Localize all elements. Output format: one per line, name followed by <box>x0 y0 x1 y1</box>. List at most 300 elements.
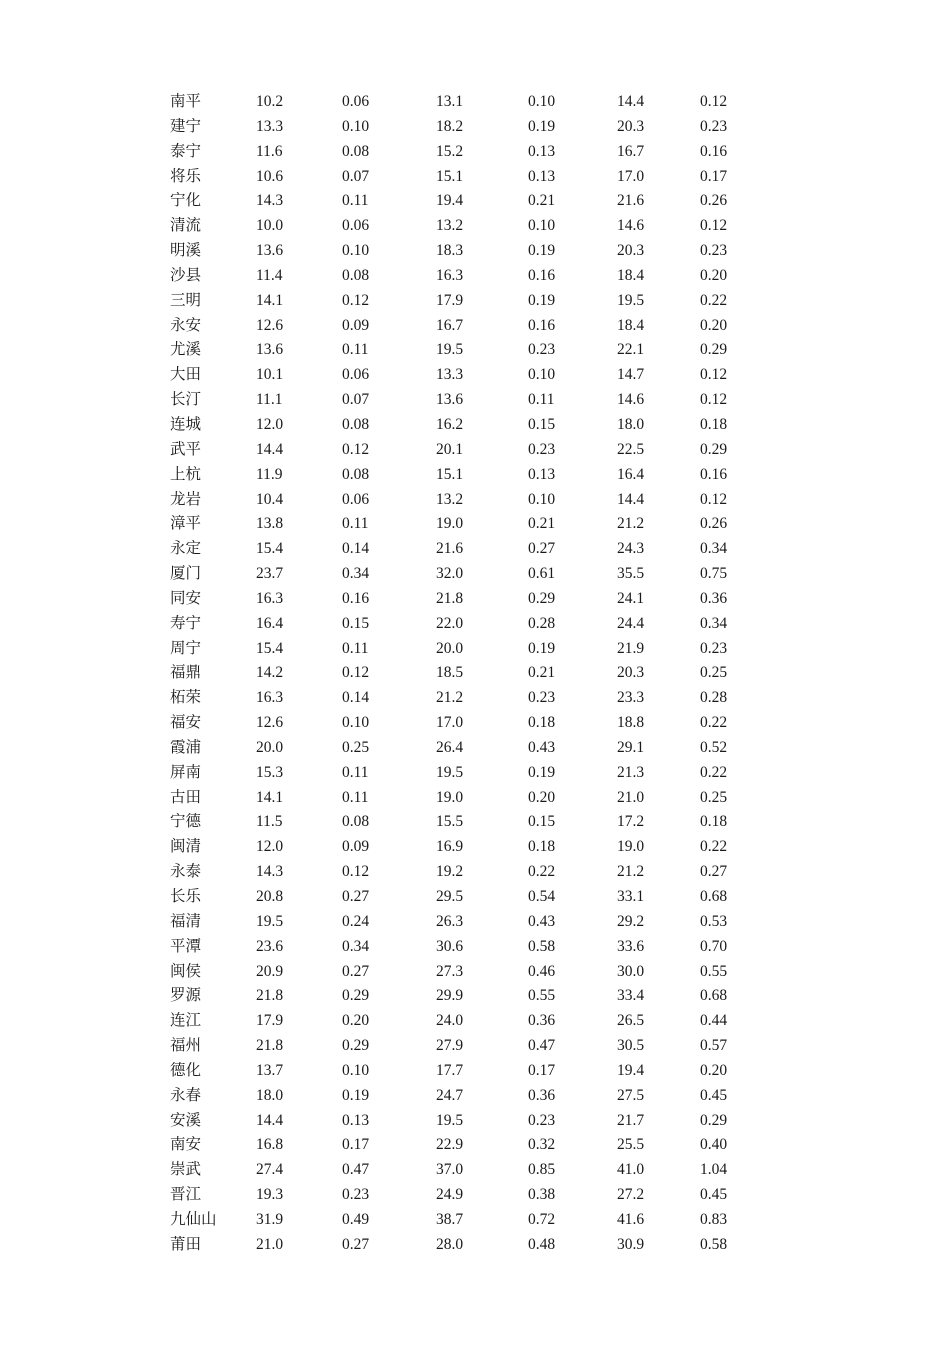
col-3-value: 26.3 <box>436 912 464 930</box>
col-6-value: 0.18 <box>700 813 728 831</box>
col-3-value: 17.0 <box>436 714 464 732</box>
col-3-value: 22.9 <box>436 1136 464 1154</box>
col-2-value: 0.11 <box>342 515 369 533</box>
col-6-value: 0.20 <box>700 1061 728 1079</box>
station-name: 周宁 <box>170 639 202 657</box>
col-2-value: 0.10 <box>342 242 370 260</box>
col-2-value: 0.06 <box>342 490 370 508</box>
col-2-value: 0.11 <box>342 763 369 781</box>
col-4-value: 0.85 <box>528 1161 556 1179</box>
col-5-value: 14.4 <box>617 490 645 508</box>
col-4-value: 0.32 <box>528 1136 556 1154</box>
col-2-value: 0.12 <box>342 863 370 881</box>
col-5-value: 21.9 <box>617 639 645 657</box>
col-2-value: 0.27 <box>342 888 370 905</box>
station-name: 罗源 <box>170 987 202 1005</box>
col-3-value: 13.2 <box>436 490 464 508</box>
col-1-value: 12.0 <box>256 838 284 856</box>
col-6-value: 0.17 <box>700 167 728 185</box>
col-1-value: 11.5 <box>256 813 283 831</box>
col-2-value: 0.25 <box>342 738 370 756</box>
col-4-value: 0.55 <box>528 987 556 1005</box>
col-4-value: 0.48 <box>528 1235 556 1253</box>
col-2-value: 0.29 <box>342 987 370 1005</box>
col-2-value: 0.11 <box>342 341 369 359</box>
col-2-value: 0.09 <box>342 838 370 856</box>
col-3-value: 15.5 <box>436 813 464 831</box>
col-6-value: 0.22 <box>700 714 728 732</box>
col-2-value: 0.10 <box>342 1061 370 1079</box>
col-6-value: 0.16 <box>700 142 728 160</box>
col-3-value: 19.2 <box>436 863 464 881</box>
col-5-value: 14.6 <box>617 217 645 235</box>
col-6-value: 0.34 <box>700 614 728 632</box>
station-name: 连江 <box>170 1012 202 1030</box>
col-6-value: 0.22 <box>700 291 728 309</box>
col-4-value: 0.43 <box>528 738 556 756</box>
col-3-value: 16.2 <box>436 415 464 433</box>
col-1-value: 21.0 <box>256 1235 284 1253</box>
col-2-value: 0.13 <box>342 1111 370 1129</box>
col-5-value: 27.5 <box>617 1086 645 1104</box>
col-2-value: 0.09 <box>342 316 370 334</box>
station-name: 同安 <box>170 589 202 607</box>
col-1-value: 10.4 <box>256 490 284 508</box>
col-1-value: 14.3 <box>256 863 284 881</box>
col-5-value: 21.0 <box>617 788 645 806</box>
col-3-value: 18.2 <box>436 117 464 135</box>
col-4-value: 0.28 <box>528 614 556 632</box>
col-1-value: 21.8 <box>256 987 284 1005</box>
col-5-value: 41.6 <box>617 1210 645 1228</box>
col-2-value: 0.08 <box>342 142 370 160</box>
col-4-value: 0.19 <box>528 763 556 781</box>
col-1-value: 11.9 <box>256 465 283 483</box>
col-6-value: 0.25 <box>700 664 728 682</box>
col-1-value: 12.6 <box>256 714 284 732</box>
col-2-value: 0.16 <box>342 589 370 607</box>
col-3-value: 19.0 <box>436 788 464 806</box>
col-5-value: 17.0 <box>617 167 645 185</box>
col-5-value: 14.4 <box>617 93 645 110</box>
col-3-value: 15.1 <box>436 465 464 483</box>
station-name: 福清 <box>170 912 202 930</box>
col-1-value: 20.9 <box>256 962 284 980</box>
col-6-value: 0.20 <box>700 316 728 334</box>
col-3-value: 21.8 <box>436 589 464 607</box>
col-5-value: 21.3 <box>617 763 645 781</box>
col-4-value: 0.16 <box>528 316 556 334</box>
station-name: 福州 <box>170 1037 202 1055</box>
col-3-value: 15.1 <box>436 167 464 185</box>
col-5-value: 24.4 <box>617 614 645 632</box>
col-5-value: 21.7 <box>617 1111 645 1129</box>
col-2-value: 0.49 <box>342 1210 370 1228</box>
station-name: 长汀 <box>170 391 202 409</box>
col-4-value: 0.54 <box>528 888 556 905</box>
col-4-value: 0.10 <box>528 217 556 235</box>
station-name: 泰宁 <box>170 142 202 160</box>
col-3-value: 13.3 <box>436 366 464 384</box>
col-1-value: 11.4 <box>256 266 283 284</box>
station-name: 屏南 <box>170 763 202 781</box>
station-name: 莆田 <box>170 1235 202 1253</box>
col-2-value: 0.19 <box>342 1086 370 1104</box>
station-name: 南平 <box>170 93 202 110</box>
col-5-value: 20.3 <box>617 664 645 682</box>
col-4-value: 0.10 <box>528 490 556 508</box>
col-3-value: 18.5 <box>436 664 464 682</box>
col-3-value: 24.7 <box>436 1086 464 1104</box>
station-name: 崇武 <box>170 1161 202 1179</box>
col-1-value: 21.8 <box>256 1037 284 1055</box>
station-name: 柘荣 <box>170 689 202 707</box>
col-3-value: 22.0 <box>436 614 464 632</box>
col-6-value: 0.34 <box>700 540 728 558</box>
col-5-value: 33.6 <box>617 937 645 955</box>
station-name: 武平 <box>170 440 202 458</box>
station-name: 永春 <box>170 1086 202 1104</box>
col-1-value: 10.1 <box>256 366 284 384</box>
station-name: 上杭 <box>170 465 202 483</box>
col-3-value: 30.6 <box>436 937 464 955</box>
col-5-value: 41.0 <box>617 1161 645 1179</box>
col-5-value: 18.4 <box>617 266 645 284</box>
col-6-value: 0.27 <box>700 863 728 881</box>
col-4-value: 0.18 <box>528 838 556 856</box>
col-6-value: 0.12 <box>700 93 728 110</box>
col-1-value: 16.8 <box>256 1136 284 1154</box>
col-6-value: 0.26 <box>700 515 728 533</box>
col-2-value: 0.11 <box>342 639 369 657</box>
station-name: 永泰 <box>170 863 202 881</box>
col-4-value: 0.18 <box>528 714 556 732</box>
col-2-value: 0.15 <box>342 614 370 632</box>
col-6-value: 0.29 <box>700 1111 728 1129</box>
col-6-value: 0.20 <box>700 266 728 284</box>
col-5-value: 19.4 <box>617 1061 645 1079</box>
col-5-value: 14.7 <box>617 366 645 384</box>
col-1-value: 10.6 <box>256 167 284 185</box>
station-name: 永定 <box>170 540 202 558</box>
col-1-value: 18.0 <box>256 1086 284 1104</box>
col-2-value: 0.14 <box>342 689 370 707</box>
col-1-value: 10.0 <box>256 217 284 235</box>
col-4-value: 0.10 <box>528 366 556 384</box>
col-3-value: 20.0 <box>436 639 464 657</box>
col-4-value: 0.15 <box>528 415 556 433</box>
col-2-value: 0.10 <box>342 117 370 135</box>
station-name: 安溪 <box>170 1111 202 1129</box>
col-4-value: 0.23 <box>528 1111 556 1129</box>
col-5-value: 33.4 <box>617 987 645 1005</box>
col-5-value: 16.4 <box>617 465 645 483</box>
col-3-value: 19.4 <box>436 192 464 210</box>
col-5-value: 17.2 <box>617 813 645 831</box>
col-6-value: 0.22 <box>700 838 728 856</box>
col-5-value: 21.2 <box>617 515 645 533</box>
col-3-value: 32.0 <box>436 565 464 583</box>
col-1-value: 20.0 <box>256 738 284 756</box>
col-3-value: 15.2 <box>436 142 464 160</box>
col-4-value: 0.10 <box>528 93 556 110</box>
col-3-value: 29.5 <box>436 888 464 905</box>
col-1-value: 10.2 <box>256 93 284 110</box>
col-6-value: 0.12 <box>700 217 728 235</box>
col-5-value: 21.6 <box>617 192 645 210</box>
col-4-value: 0.46 <box>528 962 556 980</box>
col-2-value: 0.24 <box>342 912 370 930</box>
col-3-value: 24.0 <box>436 1012 464 1030</box>
col-6-value: 0.18 <box>700 415 728 433</box>
col-3-value: 26.4 <box>436 738 464 756</box>
col-6-value: 0.58 <box>700 1235 728 1253</box>
col-3-value: 29.9 <box>436 987 464 1005</box>
col-4-value: 0.21 <box>528 664 556 682</box>
col-2-value: 0.29 <box>342 1037 370 1055</box>
col-2-value: 0.27 <box>342 1235 370 1253</box>
col-3-value: 20.1 <box>436 440 464 458</box>
col-2-value: 0.47 <box>342 1161 370 1179</box>
station-name: 厦门 <box>170 565 202 583</box>
col-5-value: 19.5 <box>617 291 645 309</box>
col-5-value: 25.5 <box>617 1136 645 1154</box>
col-2-value: 0.17 <box>342 1136 370 1154</box>
col-2-value: 0.20 <box>342 1012 370 1030</box>
col-2-value: 0.12 <box>342 440 370 458</box>
col-1-value: 15.4 <box>256 639 284 657</box>
col-4-value: 0.15 <box>528 813 556 831</box>
col-6-value: 0.70 <box>700 937 728 955</box>
station-name: 闽侯 <box>170 962 202 980</box>
col-2-value: 0.10 <box>342 714 370 732</box>
col-1-value: 27.4 <box>256 1161 284 1179</box>
col-5-value: 30.9 <box>617 1235 645 1253</box>
col-5-value: 29.1 <box>617 738 645 756</box>
col-2-value: 0.06 <box>342 217 370 235</box>
col-6-value: 0.68 <box>700 888 728 905</box>
col-4-value: 0.19 <box>528 291 556 309</box>
col-4-value: 0.43 <box>528 912 556 930</box>
col-3-value: 13.2 <box>436 217 464 235</box>
station-name: 龙岩 <box>170 490 202 508</box>
col-1-value: 14.4 <box>256 1111 284 1129</box>
col-5-value: 20.3 <box>617 242 645 260</box>
col-4-value: 0.13 <box>528 167 556 185</box>
col-4-value: 0.23 <box>528 689 556 707</box>
col-6-value: 0.44 <box>700 1012 728 1030</box>
col-6-value: 0.75 <box>700 565 728 583</box>
col-5-value: 14.6 <box>617 391 645 409</box>
col-3-value: 19.5 <box>436 341 464 359</box>
col-2-value: 0.07 <box>342 391 370 409</box>
col-1-value: 15.4 <box>256 540 284 558</box>
col-5-value: 20.3 <box>617 117 645 135</box>
col-6-value: 1.04 <box>700 1161 728 1179</box>
col-2-value: 0.14 <box>342 540 370 558</box>
col-4-value: 0.16 <box>528 266 556 284</box>
col-1-value: 16.3 <box>256 589 284 607</box>
col-1-value: 13.7 <box>256 1061 284 1079</box>
station-name: 明溪 <box>170 242 202 260</box>
col-6-value: 0.36 <box>700 589 728 607</box>
col-6-value: 0.26 <box>700 192 728 210</box>
col-1-value: 16.3 <box>256 689 284 707</box>
station-name: 平潭 <box>170 937 202 955</box>
col-1-value: 31.9 <box>256 1210 284 1228</box>
col-6-value: 0.45 <box>700 1086 728 1104</box>
station-name: 连城 <box>170 415 202 433</box>
col-3-value: 19.5 <box>436 1111 464 1129</box>
col-1-value: 19.5 <box>256 912 284 930</box>
col-3-value: 27.3 <box>436 962 464 980</box>
col-1-value: 20.8 <box>256 888 284 905</box>
col-6-value: 0.23 <box>700 639 728 657</box>
station-name: 闽清 <box>170 838 202 856</box>
col-3-value: 28.0 <box>436 1235 464 1253</box>
col-6-value: 0.12 <box>700 366 728 384</box>
station-name: 霞浦 <box>170 738 202 756</box>
station-name: 永安 <box>170 316 202 334</box>
col-1-value: 13.8 <box>256 515 284 533</box>
col-3-value: 16.3 <box>436 266 464 284</box>
col-4-value: 0.23 <box>528 341 556 359</box>
col-3-value: 18.3 <box>436 242 464 260</box>
station-name: 古田 <box>170 788 202 806</box>
col-1-value: 23.6 <box>256 937 284 955</box>
col-4-value: 0.19 <box>528 242 556 260</box>
col-6-value: 0.29 <box>700 440 728 458</box>
col-6-value: 0.45 <box>700 1186 728 1204</box>
col-4-value: 0.61 <box>528 565 556 583</box>
col-2-value: 0.07 <box>342 167 370 185</box>
col-6-value: 0.12 <box>700 391 728 409</box>
col-4-value: 0.19 <box>528 117 556 135</box>
col-5-value: 27.2 <box>617 1186 645 1204</box>
col-3-value: 13.6 <box>436 391 464 409</box>
col-3-value: 37.0 <box>436 1161 464 1179</box>
col-4-value: 0.36 <box>528 1086 556 1104</box>
col-3-value: 24.9 <box>436 1186 464 1204</box>
col-4-value: 0.17 <box>528 1061 556 1079</box>
station-name: 尤溪 <box>170 341 202 359</box>
col-6-value: 0.55 <box>700 962 728 980</box>
col-1-value: 14.2 <box>256 664 284 682</box>
col-4-value: 0.72 <box>528 1210 556 1228</box>
col-1-value: 13.6 <box>256 242 284 260</box>
col-5-value: 19.0 <box>617 838 645 856</box>
station-name: 九仙山 <box>170 1210 217 1228</box>
station-name: 三明 <box>170 291 202 309</box>
station-name: 福鼎 <box>170 664 202 682</box>
col-5-value: 30.5 <box>617 1037 645 1055</box>
col-3-value: 13.1 <box>436 93 464 110</box>
col-6-value: 0.23 <box>700 117 728 135</box>
station-name: 宁化 <box>170 192 202 210</box>
station-name: 漳平 <box>170 515 202 533</box>
col-6-value: 0.83 <box>700 1210 728 1228</box>
col-1-value: 19.3 <box>256 1186 284 1204</box>
col-1-value: 13.3 <box>256 117 284 135</box>
col-1-value: 12.6 <box>256 316 284 334</box>
col-4-value: 0.21 <box>528 515 556 533</box>
station-name: 建宁 <box>170 117 202 135</box>
col-3-value: 19.5 <box>436 763 464 781</box>
col-2-value: 0.08 <box>342 465 370 483</box>
col-1-value: 23.7 <box>256 565 284 583</box>
col-5-value: 18.8 <box>617 714 645 732</box>
col-4-value: 0.21 <box>528 192 556 210</box>
col-6-value: 0.28 <box>700 689 728 707</box>
col-4-value: 0.13 <box>528 142 556 160</box>
col-1-value: 14.1 <box>256 291 284 309</box>
col-5-value: 33.1 <box>617 888 645 905</box>
col-4-value: 0.19 <box>528 639 556 657</box>
col-3-value: 27.9 <box>436 1037 464 1055</box>
col-6-value: 0.40 <box>700 1136 728 1154</box>
col-5-value: 24.3 <box>617 540 645 558</box>
col-2-value: 0.08 <box>342 266 370 284</box>
station-name: 长乐 <box>170 888 202 905</box>
col-1-value: 11.6 <box>256 142 283 160</box>
col-4-value: 0.36 <box>528 1012 556 1030</box>
col-2-value: 0.06 <box>342 366 370 384</box>
col-5-value: 29.2 <box>617 912 645 930</box>
col-6-value: 0.68 <box>700 987 728 1005</box>
col-2-value: 0.11 <box>342 192 369 210</box>
station-name: 福安 <box>170 714 202 732</box>
col-2-value: 0.08 <box>342 415 370 433</box>
station-name: 南安 <box>170 1136 202 1154</box>
col-3-value: 38.7 <box>436 1210 464 1228</box>
col-4-value: 0.27 <box>528 540 556 558</box>
col-1-value: 14.3 <box>256 192 284 210</box>
col-4-value: 0.47 <box>528 1037 556 1055</box>
station-name: 大田 <box>170 366 202 384</box>
station-name: 晋江 <box>170 1186 202 1204</box>
col-2-value: 0.06 <box>342 93 370 110</box>
col-5-value: 30.0 <box>617 962 645 980</box>
col-5-value: 18.0 <box>617 415 645 433</box>
col-6-value: 0.52 <box>700 738 728 756</box>
col-5-value: 21.2 <box>617 863 645 881</box>
station-name: 清流 <box>170 217 202 235</box>
col-1-value: 11.1 <box>256 391 283 409</box>
col-5-value: 26.5 <box>617 1012 645 1030</box>
col-6-value: 0.22 <box>700 763 728 781</box>
col-6-value: 0.53 <box>700 912 728 930</box>
col-2-value: 0.27 <box>342 962 370 980</box>
col-1-value: 17.9 <box>256 1012 284 1030</box>
col-4-value: 0.20 <box>528 788 556 806</box>
col-4-value: 0.29 <box>528 589 556 607</box>
col-4-value: 0.23 <box>528 440 556 458</box>
col-6-value: 0.57 <box>700 1037 728 1055</box>
col-4-value: 0.38 <box>528 1186 556 1204</box>
station-name: 将乐 <box>170 167 202 185</box>
col-3-value: 16.9 <box>436 838 464 856</box>
station-name: 宁德 <box>170 813 202 831</box>
col-6-value: 0.23 <box>700 242 728 260</box>
col-6-value: 0.12 <box>700 490 728 508</box>
col-6-value: 0.16 <box>700 465 728 483</box>
col-1-value: 13.6 <box>256 341 284 359</box>
col-3-value: 21.2 <box>436 689 464 707</box>
col-2-value: 0.08 <box>342 813 370 831</box>
col-2-value: 0.34 <box>342 565 370 583</box>
col-5-value: 22.5 <box>617 440 645 458</box>
col-2-value: 0.34 <box>342 937 370 955</box>
